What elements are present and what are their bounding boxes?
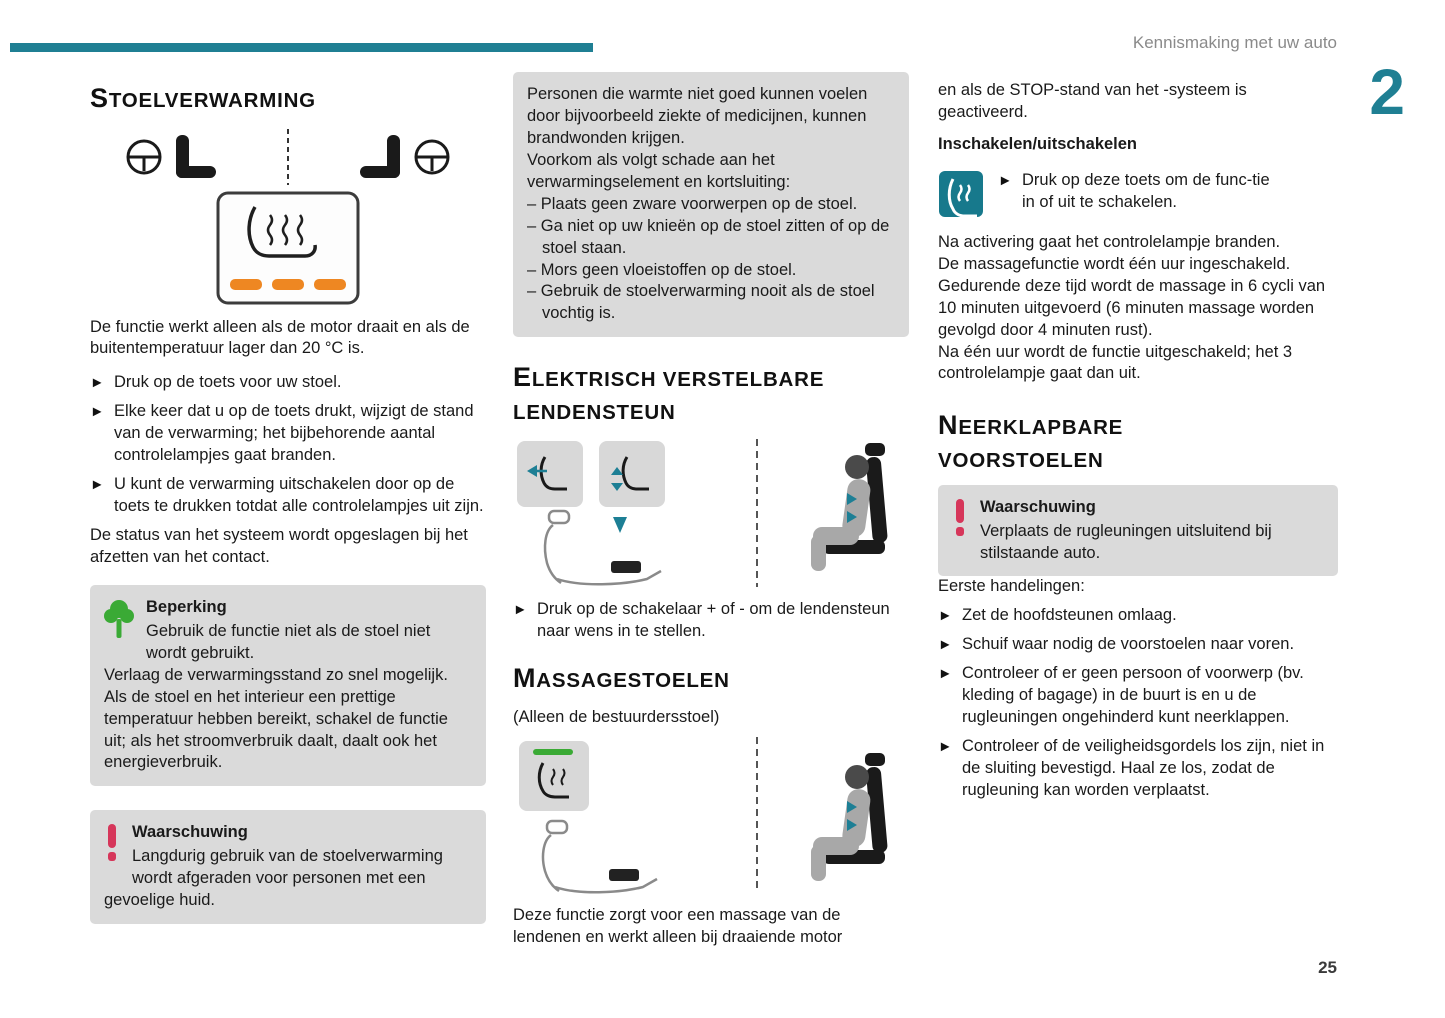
section-title-massagestoelen: MASSAGESTOELEN [513, 663, 730, 694]
bullet-item [938, 605, 1338, 627]
tree-icon [104, 599, 134, 648]
massage-button-icon [938, 170, 984, 218]
chapter-number: 2 [1369, 56, 1405, 128]
status-paragraph: De status van het systeem wordt opgeslagen bij het afzetten van het contact. [90, 526, 468, 566]
warning-title: Waarschuwing [980, 497, 1096, 516]
massage-details [938, 232, 1338, 386]
heat-warning-dash-item: – Ga niet op uw knieën op de stoel zitten of op de stoel staan. [527, 216, 890, 257]
bullet-item [938, 736, 1338, 802]
bullet-item [90, 474, 486, 518]
lumbar-illustration [513, 437, 909, 589]
heat-warning-dash-item: – Mors geen vloeistoffen op de stoel. [527, 260, 797, 279]
heat-warning-line: Personen die warmte niet goed kunnen voelen door bijvoorbeeld ziekte of medicijnen, kunnen brandwonden krijgen. [527, 85, 868, 147]
bullet-text: Druk op deze toets om de func-tie in of uit te schakelen. [1022, 170, 1270, 211]
bullet-text: U kunt de verwarming uitschakelen door op de toets te drukken totdat alle controlelampjes uit zijn. [114, 475, 484, 516]
warning-exclamation-icon [952, 499, 968, 544]
bullet-item [998, 170, 1274, 214]
warning-title: Waarschuwing [132, 823, 248, 842]
bullet-text: Controleer of er geen persoon of voorwerp (bv. kleding of bagage) in de buurt is en u de rugleuningen ongehinderd kunt neerklappen. [962, 664, 1304, 727]
section-title-lendensteun: ELEKTRISCH VERSTELBARE LENDENSTEUN [513, 362, 825, 424]
detail-line: Gedurende deze tijd wordt de massage in 6 cycli van 10 minuten uitgevoerd (6 minuten massage worden gevolgd door 4 minuten rust). [938, 276, 1326, 339]
column-left [90, 78, 486, 924]
bullet-item [90, 401, 486, 467]
restriction-title: Beperking [146, 597, 227, 616]
bullet-arrow-icon: ► [513, 601, 528, 618]
massage-svg [513, 735, 909, 895]
header-rule [10, 43, 593, 52]
column-middle [513, 72, 909, 961]
bullet-arrow-icon: ► [938, 637, 953, 654]
seat-heating-illustration [90, 127, 486, 307]
warning-box [90, 810, 486, 924]
massage-illustration [513, 735, 909, 895]
massage-subtitle: (Alleen de bestuurdersstoel) [513, 707, 720, 726]
bullet-item [938, 663, 1338, 729]
page-number: 25 [1318, 958, 1337, 977]
bullet-arrow-icon: ► [938, 739, 953, 756]
bullet-item [90, 372, 486, 394]
restriction-line: Gebruik de functie niet als de stoel niet wordt gebruikt. [146, 621, 431, 662]
bullet-text: Schuif waar nodig de voorstoelen naar voren. [962, 635, 1295, 654]
heat-warning-box [513, 72, 909, 337]
intro-paragraph: De functie werkt alleen als de motor draait en als de buitentemperatuur lager dan 20 °C is. [90, 317, 470, 358]
section-title-stoelverwarming: STOELVERWARMING [90, 83, 316, 113]
warning-text: Langdurig gebruik van de stoelverwarming wordt afgeraden voor personen met een gevoelige huid. [104, 847, 443, 910]
massage-description: Deze functie zorgt voor een massage van de lendenen en werkt alleen bij draaiende motor [513, 905, 843, 946]
section-title-neerklapbare: NEERKLAPBARE VOORSTOELEN [938, 410, 1124, 472]
heat-warning-dash-item: – Gebruik de stoelverwarming nooit als de stoel vochtig is. [527, 282, 875, 323]
bullet-text: Druk op de toets voor uw stoel. [114, 373, 342, 392]
bullet-arrow-icon: ► [938, 608, 953, 625]
detail-line: Na één uur wordt de functie uitgeschakeld; het 3 controlelampje gaat dan uit. [938, 342, 1293, 383]
massage-control-row [938, 170, 1338, 218]
warning-exclamation-icon [104, 824, 120, 869]
bullet-text: Controleer of de veiligheidsgordels los zijn, niet in de sluiting bevestigd. Haal ze los, zodat de rugleuning kan worden verplaatst. [962, 737, 1325, 799]
bullet-arrow-icon: ► [90, 404, 105, 421]
page-header: Kennismaking met uw auto [1132, 33, 1337, 52]
subheading-inschakelen: Inschakelen/uitschakelen [938, 134, 1138, 153]
restriction-line: Verlaag de verwarmingsstand zo snel mogelijk. [104, 665, 448, 684]
bullet-arrow-icon: ► [90, 477, 105, 494]
lumbar-svg [513, 437, 909, 589]
bullet-text: Zet de hoofdsteunen omlaag. [962, 606, 1177, 625]
heat-warning-dash-item: – Plaats geen zware voorwerpen op de stoel. [527, 194, 858, 213]
restriction-line: Als de stoel en het interieur een prettige temperatuur hebben bereikt, schakel de functie uit; als het stroomverbruik daalt, daalt ook het energieverbruik. [104, 687, 448, 772]
bullet-text: Druk op de schakelaar + of - om de lendensteun naar wens in te stellen. [537, 599, 890, 640]
bullet-item [513, 599, 909, 643]
seat-heating-svg [118, 127, 458, 307]
heat-warning-line: Voorkom als volgt schade aan het verwarmingselement en kortsluiting: [527, 150, 791, 191]
bullet-item [938, 634, 1338, 656]
bullet-arrow-icon: ► [998, 172, 1013, 189]
column-right [938, 80, 1338, 809]
bullet-arrow-icon: ► [90, 375, 105, 392]
continuation-paragraph: en als de STOP-stand van het -systeem is geactiveerd. [938, 81, 1247, 121]
detail-line: De massagefunctie wordt één uur ingeschakeld. [938, 254, 1291, 273]
bullet-text: Elke keer dat u op de toets drukt, wijzigt de stand van de verwarming; het bijbehorende aantal controlelampjes gaat branden. [114, 402, 474, 465]
restriction-box [90, 585, 486, 787]
bullet-arrow-icon: ► [938, 666, 953, 683]
detail-line: Na activering gaat het controlelampje branden. [938, 232, 1281, 251]
first-steps-label: Eerste handelingen: [938, 577, 1085, 596]
warning-text: Verplaats de rugleuningen uitsluitend bij stilstaande auto. [980, 521, 1272, 562]
warning-box [938, 485, 1338, 577]
